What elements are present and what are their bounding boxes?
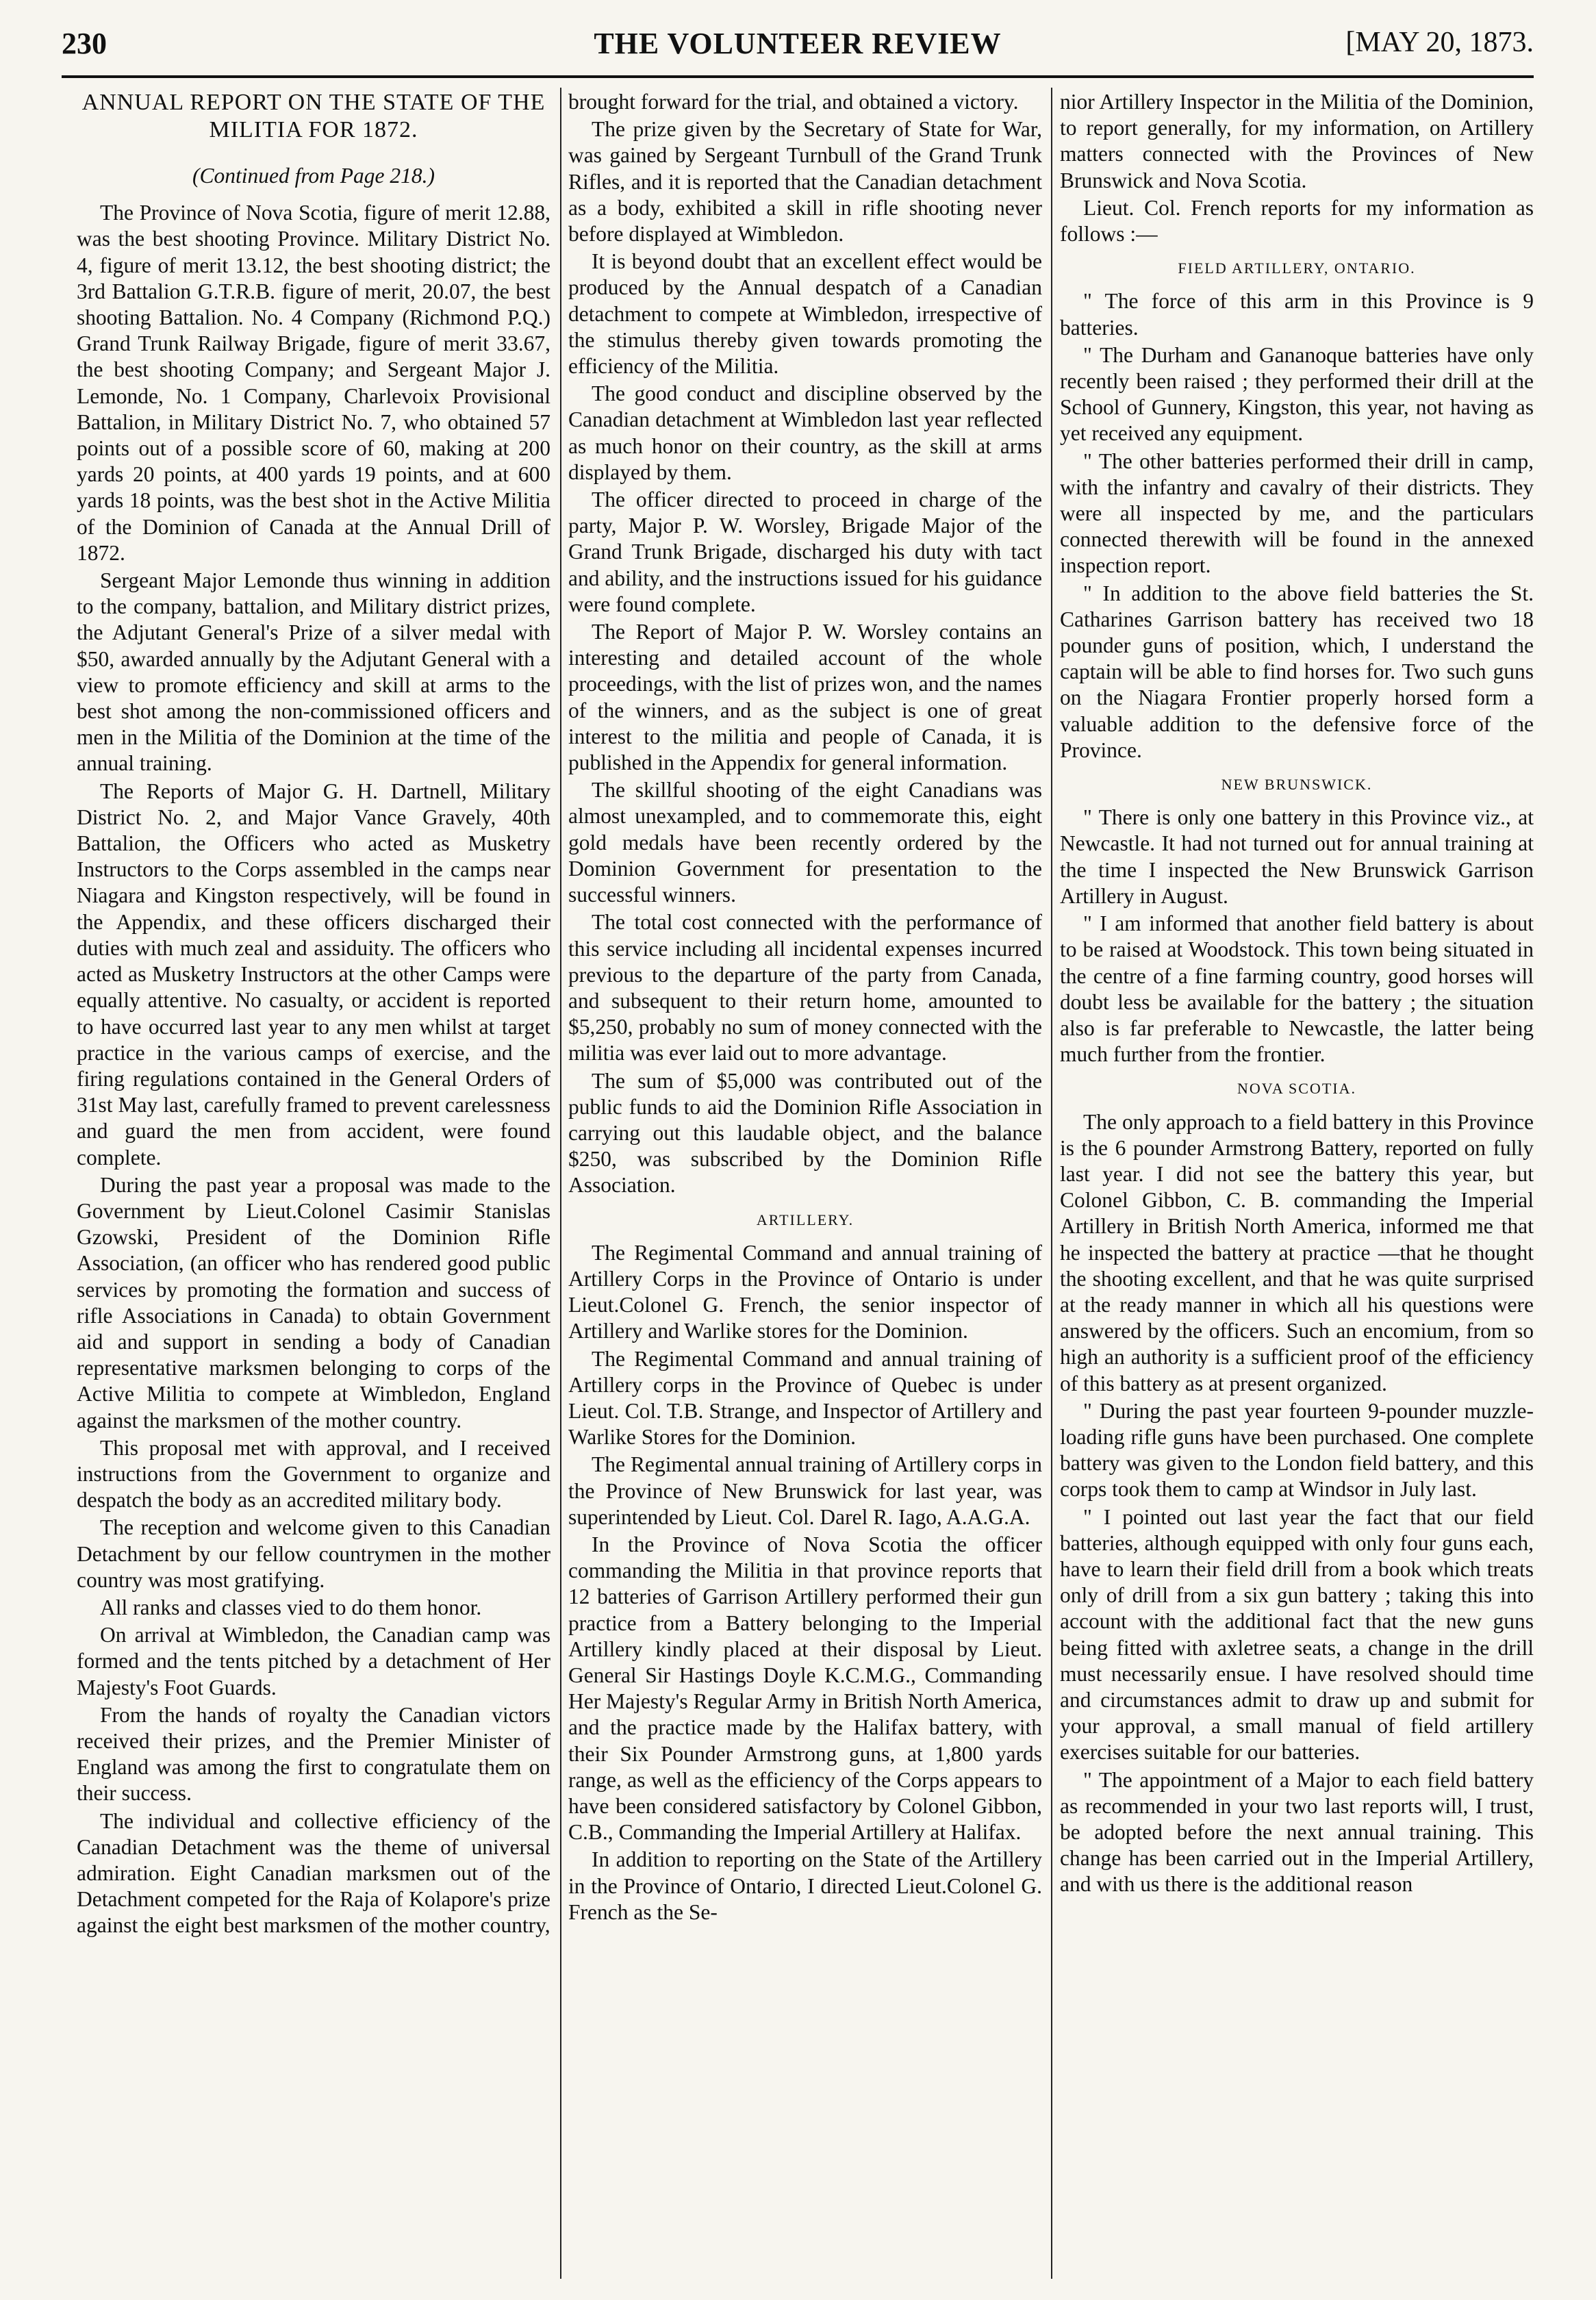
paragraph: " I pointed out last year the fact that our field batteries, although equipped with only four guns each, have to learn their field drill from a book which treats only of drill from a six gun battery ; taking this into account with the additional fact that the new guns being fitted with axletree seats, a change in the drill must necessarily ensue. I have resolved should time and circumstances admit to draw up and submit for your approval, a small manual of field artillery exercises suitable for our batteries. <box>1060 1504 1534 1765</box>
issue-date: [MAY 20, 1873. <box>1345 27 1534 58</box>
paragraph: The officer directed to proceed in charge of the party, Major P. W. Worsley, Brigade Major of the Grand Trunk Brigade, discharged his duty with tact and ability, and the instructions issued for his guidance were found complete. <box>568 488 1042 616</box>
paragraph: During the past year a proposal was made to the Government by Lieut.Colonel Casimir Stanislas Gzowski, President of the Dominion Rifle Association, (an officer who has rendered good public services by promoting the formation and success of rifle Associations in Canada) to obtain Government aid and support in sending a body of Canadian representative marksmen belonging to corps of the Active Militia to compete at Wimbledon, England against the marksmen of the mother country. <box>77 1172 550 1432</box>
paragraph: This proposal met with approval, and I received instructions from the Government to organize and despatch the body as an accredited military body. <box>77 1435 550 1513</box>
paragraph: The only approach to a field battery in this Province is the 6 pounder Armstrong Battery, reported on fully last year. I did not see the battery this year, but Colonel Gibbon, C. B. commanding the Imperial Artillery in British North America, informed me that he inspected the battery at practice —that he thought the shooting excellent, and that he was quite surprised at the ready manner in which all his questions were answered by the officers. Such an encomium, from so high an authority is a sufficient proof of the efficiency of this battery as at present organized. <box>1060 1109 1534 1395</box>
header-rule <box>62 75 1534 78</box>
paragraph: The individual and collective efficiency of the Canadian Detachment was the theme of universal admiration. Eight Canadian marksmen out of the Detachment competed for the Raja of Kolapore's prize against the eight best marksmen of the mother country, <box>77 1808 550 1938</box>
paragraph: " There is only one battery in this Province viz., at Newcastle. It had not turned out for annual training at the time I inspected the New Brunswick Garrison Artillery in August. <box>1060 805 1534 908</box>
paragraph: In the Province of Nova Scotia the officer commanding the Militia in that province reports that 12 batteries of Garrison Artillery performed their gun practice from a Battery belonging to the Imperial Artillery kindly placed at their disposal by Lieut. General Sir Hastings Doyle K.C.M.G., Commanding Her Majesty's Regular Army in British North America, and the practice made by the Halifax battery, with their Six Pounder Armstrong guns, at 1,800 yards range, as well as the efficiency of the Corps appears to have been considered satisfactory by Colonel Gibbon, C.B., Commanding the Imperial Artillery at Halifax. <box>568 1532 1042 1845</box>
paragraph: " The other batteries performed their drill in camp, with the infantry and cavalry of their districts. They were all inspected by me, and the particulars connected therewith will be found in the annexed inspection report. <box>1060 448 1534 578</box>
paragraph: On arrival at Wimbledon, the Canadian camp was formed and the tents pitched by a detachment of Her Majesty's Foot Guards. <box>77 1623 550 1699</box>
paragraph: The total cost connected with the performance of this service including all incidental expenses incurred previous to the departure of the party from Canada, and subsequent to their return home, amounted to $5,250, probably no sum of money connected with the militia was ever laid out to more advantage. <box>568 910 1042 1065</box>
paragraph: The skillful shooting of the eight Canadians was almost unexampled, and to commemorate this, eight gold medals have been recently ordered by the Dominion Government for presentation to the successful winners. <box>568 778 1042 907</box>
paragraph: nior Artillery Inspector in the Militia of the Dominion, to report generally, for my information, on Artillery matters connected with the Provinces of New Brunswick and Nova Scotia. <box>1060 90 1534 192</box>
column-2 <box>568 89 1042 2277</box>
paragraph: In addition to reporting on the State of the Artillery in the Province of Ontario, I directed Lieut.Colonel G. French as the Se- <box>568 1847 1042 1924</box>
paragraph: " I am informed that another field battery is about to be raised at Woodstock. This town being situated in the centre of a fine farming country, good horses will doubt less be available for the battery ; the situation also is far preferable to Newcastle, the latter being much further from the frontier. <box>1060 911 1534 1067</box>
paragraph: " In addition to the above field batteries the St. Catharines Garrison battery has received two 18 pounder guns of position, which, I understand the captain will be able to find horses for. Two such guns on the Niagara Frontier properly horsed form a valuable addition to the defensive force of the Province. <box>1060 581 1534 762</box>
section-heading-new-brunswick: NEW BRUNSWICK. <box>1221 776 1373 794</box>
paragraph: " During the past year fourteen 9-pounder muzzle-loading rifle guns have been purchased. One complete battery was given to the London field battery, and this corps took them to camp at Windsor in July last. <box>1060 1398 1534 1502</box>
paragraph: " The appointment of a Major to each field battery as recommended in your two last reports will, I trust, be adopted before the next annual training. This change has been carried out in the Imperial Artillery, and with us there is the additional reason <box>1060 1767 1534 1897</box>
paragraph: The Regimental Command and annual training of Artillery Corps in the Province of Ontario is under Lieut.Colonel G. French, the senior inspector of Artillery and Warlike stores for the Dominion. <box>568 1240 1042 1343</box>
paragraph: The Province of Nova Scotia, figure of merit 12.88, was the best shooting Province. Military District No. 4, figure of merit 13.12, the best shooting district; the 3rd Battalion G.T.R.B. figure of merit, 20.07, the best shooting Battalion. No. 4 Company (Richmond P.Q.) Grand Trunk Railway Brigade, figure of merit 33.67, the best shooting Company; and Sergeant Major J. Lemonde, No. 1 Company, Charlevoix Provisional Battalion, in Military District No. 7, who obtained 57 points out of a possible score of 60, making at 200 yards 20 points, at 400 yards 19 points, and at 600 yards 18 points, was the best shot in the Active Militia of the Dominion of Canada at the Annual Drill of 1872. <box>77 201 550 565</box>
paragraph: The Reports of Major G. H. Dartnell, Military District No. 2, and Major Vance Gravely, 40th Battalion, the Officers who acted as Musketry Instructors to the Corps assembled in the camps near Niagara and Kingston respectively, will be found in the Appendix, and these officers discharged their duties with much zeal and assiduity. The officers who acted as Musketry Instructors at the other Camps were equally attentive. No casualty, or accident is reported to have occurred last year to any men whilst at target practice in the various camps of exercise, and the firing regulations contained in the General Orders of 31st May last, carefully framed to prevent carelessness and guard the men from accident, were found complete. <box>77 779 550 1170</box>
column-divider <box>560 88 561 2279</box>
paragraph: The reception and welcome given to this Canadian Detachment by our fellow countrymen in the mother country was most gratifying. <box>77 1515 550 1592</box>
paragraph: The Report of Major P. W. Worsley contains an interesting and detailed account of the whole proceedings, with the list of prizes won, and the names of the winners, and as the subject is one of great interest to the militia and people of Canada, it is published in the Appendix for general information. <box>568 620 1042 775</box>
paragraph: The Regimental Command and annual training of Artillery corps in the Province of Quebec is under Lieut. Col. T.B. Strange, and Inspector of Artillery and Warlike Stores for the Dominion. <box>568 1346 1042 1450</box>
paragraph: It is beyond doubt that an excellent effect would be produced by the Annual despatch of a Canadian detachment to compete at Wimbledon, irrespective of the stimulus thereby given towards promoting the efficiency of the Militia. <box>568 249 1042 379</box>
column-divider <box>1051 88 1052 2279</box>
paragraph: Sergeant Major Lemonde thus winning in addition to the company, battalion, and Military district prizes, the Adjutant General's Prize of a silver medal with $50, awarded annually by the Adjutant General with a view to promote efficiency and skill at arms to the best shot among the non-commissioned officers and men in the Militia of the Dominion at the time of the annual training. <box>77 568 550 776</box>
continued-note: (Continued from Page 218.) <box>192 164 435 188</box>
paragraph: " The force of this arm in this Province is 9 batteries. <box>1060 289 1534 340</box>
paragraph: " The Durham and Gananoque batteries have only recently been raised ; they performed their drill at the School of Gunnery, Kingston, this year, not having as yet received any equipment. <box>1060 342 1534 446</box>
paragraph: The prize given by the Secretary of State for War, was gained by Sergeant Turnbull of the Grand Trunk Rifles, and it is reported that the Canadian detachment as a body, exhibited a skill in rifle shooting never before displayed at Wimbledon. <box>568 117 1042 247</box>
section-heading-artillery: ARTILLERY. <box>756 1211 854 1228</box>
page-header <box>62 26 1534 67</box>
page-number: 230 <box>62 27 107 60</box>
paragraph: The good conduct and discipline observed by the Canadian detachment at Wimbledon last year reflected as much honor on their country, as the skill at arms displayed by them. <box>568 381 1042 484</box>
column-3 <box>1060 89 1534 2277</box>
paragraph: Lieut. Col. French reports for my information as follows :— <box>1060 195 1534 247</box>
paragraph: From the hands of royalty the Canadian victors received their prizes, and the Premier Minister of England was among the first to congratulate them on their success. <box>77 1702 550 1806</box>
newspaper-title: THE VOLUNTEER REVIEW <box>594 27 1002 60</box>
column-1 <box>77 89 550 2277</box>
article-heading: ANNUAL REPORT ON THE STATE OF THE MILITIA FOR 1872. <box>81 90 546 142</box>
section-heading-field-artillery-ontario: FIELD ARTILLERY, ONTARIO. <box>1178 260 1416 277</box>
paragraph: All ranks and classes vied to do them honor. <box>100 1595 482 1619</box>
section-heading-nova-scotia: NOVA SCOTIA. <box>1237 1080 1356 1098</box>
paragraph: The sum of $5,000 was contributed out of the public funds to aid the Dominion Rifle Association in carrying out this laudable object, and the balance $250, was subscribed by the Dominion Rifle Association. <box>568 1068 1042 1198</box>
paragraph: brought forward for the trial, and obtained a victory. <box>568 90 1019 114</box>
paragraph: The Regimental annual training of Artillery corps in the Province of New Brunswick for last year, was superintended by Lieut. Col. Darel R. Iago, A.A.G.A. <box>568 1452 1042 1529</box>
